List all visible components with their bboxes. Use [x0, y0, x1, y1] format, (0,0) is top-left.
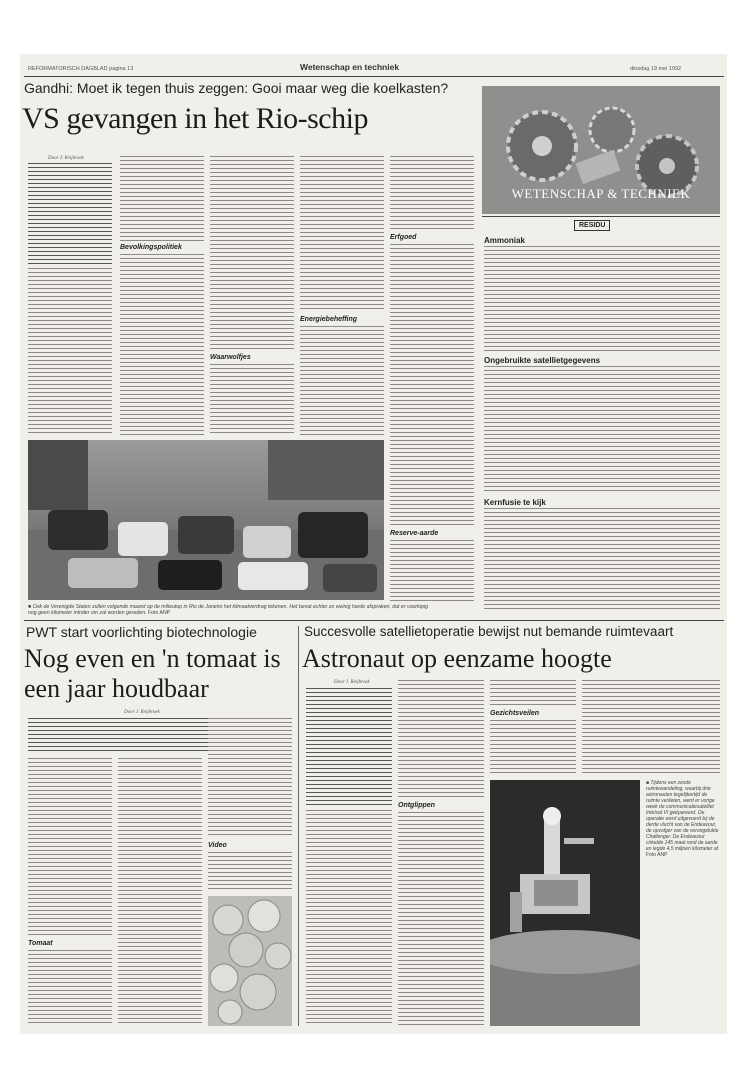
astronaut-photo [490, 780, 640, 1026]
sidebar-heading-3: Kernfusie te kijk [484, 498, 546, 507]
article1-col2b [120, 254, 204, 436]
section-divider [24, 620, 724, 621]
article2-kicker: PWT start voorlichting biotechnologie [26, 624, 257, 640]
traffic-photo-drawing [28, 440, 384, 600]
caption-marker-icon: ■ [28, 604, 33, 610]
article1-col3a [210, 156, 294, 350]
article2-col1a [28, 758, 112, 936]
article1-col3b [210, 364, 294, 436]
article1-byline: Door J. Reijbroek [48, 156, 84, 161]
article1-col5b [390, 244, 474, 526]
article3-headline: Astronaut op eenzame hoogte [302, 644, 612, 673]
article1-subhead-2: Waarwolfjes [210, 354, 251, 361]
sidebar-heading-2: Ongebruikte satellietgegevens [484, 356, 601, 365]
caption-text: Ook de Verenigde Staten zullen volgende maand op de milieutop in Rio de Janeiro het klimaatverdrag tekenen. Het bevat echter zo weinig harde afspraken, dat er voorlopig nog geen kilometer minder om zal worden gereden. [28, 604, 429, 616]
article3-subhead-2: Gezichtsveilen [490, 710, 540, 717]
residu-logo: RESIDU [574, 220, 610, 231]
astronaut-drawing [490, 780, 640, 1026]
sidebar-text-2 [484, 366, 720, 494]
article1-kicker: Gandhi: Moet ik tegen thuis zeggen: Gooi maar weg die koelkasten? [24, 80, 449, 96]
traffic-photo [28, 440, 384, 600]
page-date: dinsdag 19 mei 1992 [630, 66, 682, 72]
caption2-text: Tijdens een zesde ruimtewandeling, waarbij drie astronauten tegelijkertijd de ruimte verlieten, werd er vorige week de communicatiesatelliet Intelsat VI geëpareerd. De operatie werd uitgevoerd bij de derde vlucht van de Endeavour, de opvolger van de verongelukte Challenger. De Endeavour cirkelde 145 maal rond de aarde en legde 4,5 miljoen kilometer af. [646, 780, 720, 852]
article2-byline: Door J. Reijbroek [124, 710, 160, 715]
article3-col1 [306, 810, 392, 1026]
article1-lead [28, 163, 112, 265]
article3-lead [306, 688, 392, 806]
article3-kicker: Succesvolle satellietoperatie bewijst nut bemande ruimtevaart [304, 624, 674, 639]
article3-col4 [582, 680, 720, 776]
astronaut-photo-caption [646, 780, 720, 858]
section-title: Wetenschap en techniek [300, 62, 400, 72]
article3-subhead-1: Ontglippen [398, 802, 435, 809]
article2-col2 [118, 758, 202, 1026]
sidebar-banner-title: WETENSCHAP & TECHNIEK [511, 186, 691, 201]
tomato-photo [208, 896, 292, 1026]
article2-col3b [208, 852, 292, 892]
article2-subhead-2: Tomaat [28, 940, 53, 947]
article1-col5a [390, 156, 474, 230]
tomato-drawing [208, 896, 292, 1026]
article2-col3a [208, 718, 292, 838]
article2-col1b [28, 950, 112, 1026]
caption2-credit: Foto ANP [646, 852, 668, 858]
article3-col2a [398, 680, 484, 798]
article1-col2a [120, 156, 204, 242]
article2-subhead-1: Video [208, 842, 227, 849]
header-rule [24, 76, 724, 77]
page-source: REFORMATORISCH DAGBLAD pagina 13 [28, 66, 134, 72]
article1-headline: VS gevangen in het Rio-schip [22, 102, 368, 135]
sidebar-banner-image [482, 86, 720, 214]
article1-subhead-3: Energiebeheffing [300, 316, 358, 323]
article1-col1 [28, 268, 112, 436]
article3-col3b [490, 720, 576, 776]
article3-byline: Door J. Reijbroek [334, 680, 370, 685]
article1-col4a [300, 156, 384, 310]
article1-subhead-5: Reserve-aarde [390, 530, 439, 537]
article1-subhead-1: Bevolkingspolitiek [120, 244, 182, 251]
article3-col2b [398, 812, 484, 1026]
article1-col5c [390, 540, 474, 604]
sidebar-text-3 [484, 508, 720, 612]
article2-headline: Nog even en 'n tomaat is een jaar houdbaar [24, 644, 281, 703]
caption-credit: Foto ANP [147, 610, 171, 616]
caption2-marker-icon: ■ [646, 780, 651, 786]
sidebar-heading-1: Ammoniak [484, 236, 525, 245]
column-divider [298, 626, 299, 1026]
article3-col3a [490, 680, 576, 706]
sidebar-text-1 [484, 246, 720, 352]
traffic-photo-caption [28, 604, 438, 616]
article1-subhead-4: Erfgoed [390, 234, 417, 241]
article1-col4b [300, 326, 384, 436]
sidebar-rule [482, 216, 720, 217]
